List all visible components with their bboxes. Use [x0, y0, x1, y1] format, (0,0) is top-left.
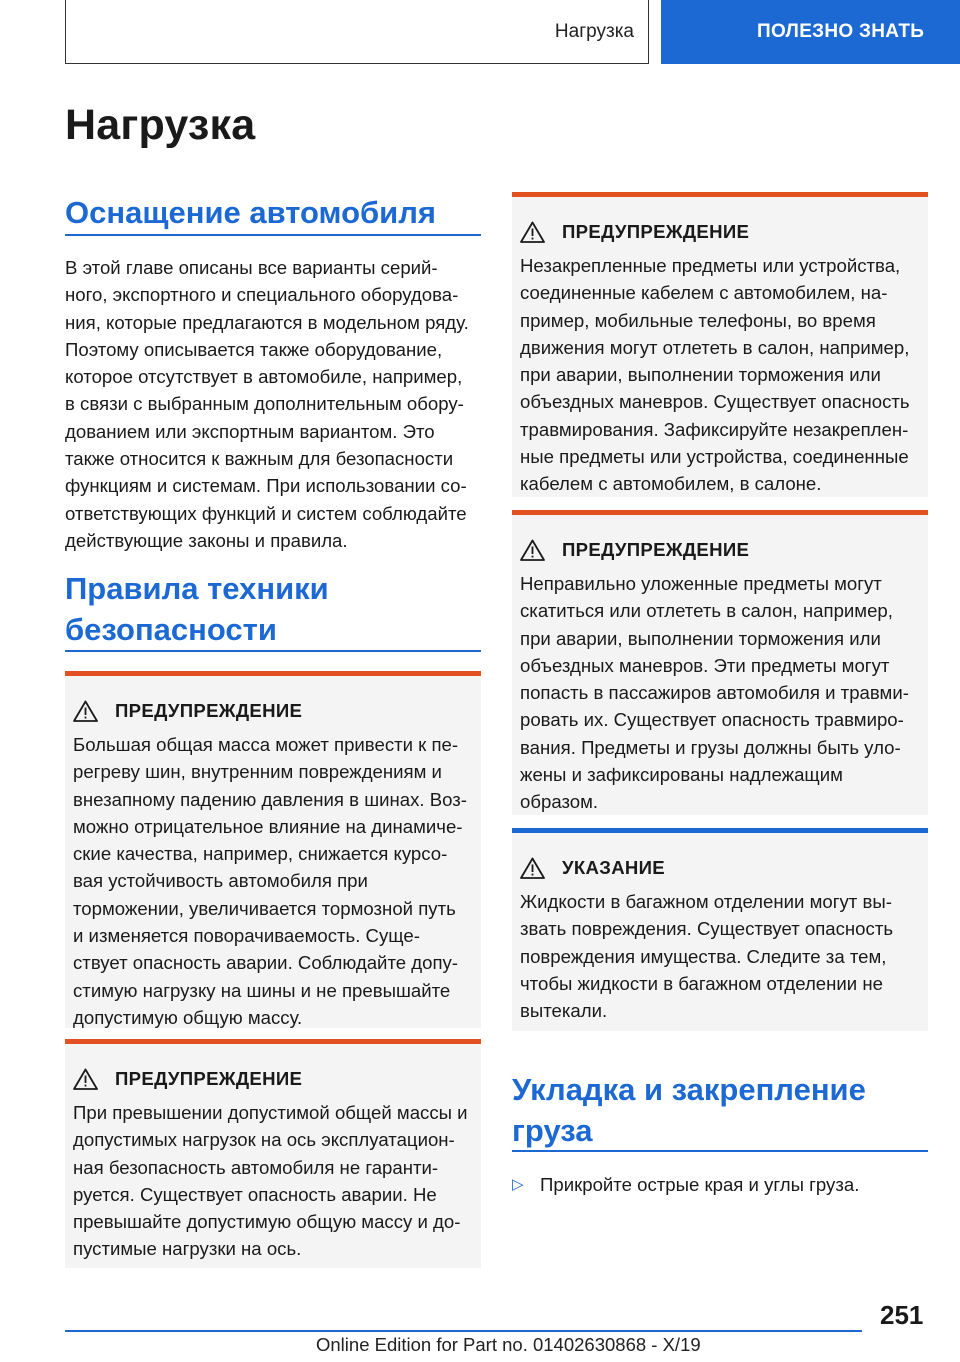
stowing-heading-rule	[512, 1150, 928, 1152]
text-line: Неправильно уложенные предметы могут	[520, 573, 882, 594]
warning-triangle-icon	[520, 539, 545, 561]
text-line: допустимых нагрузок на ось эксплуатацион-	[73, 1129, 455, 1151]
warning-label: ПРЕДУПРЕЖДЕНИЕ	[562, 539, 750, 560]
warning-label: ПРЕДУПРЕЖДЕНИЕ	[115, 700, 303, 721]
warning-box	[512, 510, 928, 815]
text-line: объездных маневров. Существует опасность	[520, 391, 910, 413]
text-line: ния, которые предлагаются в модельном ряду.	[65, 311, 469, 333]
warning-header	[73, 700, 302, 722]
warning-box	[65, 671, 481, 1028]
text-line: стимую нагрузку на шины и не превышайте	[73, 979, 451, 1001]
text-line: вая устойчивость автомобиля при	[73, 870, 368, 892]
text-line: повреждения имущества. Следите за тем,	[520, 945, 887, 967]
header-section-tab	[65, 0, 649, 64]
warning-triangle-icon	[73, 1068, 98, 1090]
text-line: звать повреждения. Существует опасность	[520, 918, 894, 940]
text-line: которое отсутствует в автомобиле, например,	[65, 366, 463, 388]
text-line: травмирования. Зафиксируйте незакреплен-	[520, 418, 909, 440]
text-line: вания. Предметы и грузы должны быть уло-	[520, 736, 901, 758]
equipment-paragraph	[65, 254, 485, 554]
text-line: в связи с выбранным дополнительным обору-	[65, 393, 464, 415]
warning-header	[520, 539, 749, 561]
text-line: дованием или экспортным вариантом. Это	[65, 420, 435, 442]
text-line: Незакрепленные предметы или устройства,	[520, 255, 901, 276]
notice-text	[520, 888, 924, 1024]
footer-edition: Online Edition for Part no. 01402630868 - X/19	[316, 1334, 701, 1355]
warning-text	[73, 731, 477, 1031]
text-line: кабелем с автомобилем, в салоне.	[520, 473, 822, 495]
text-line: скатиться или отлететь в салон, например,	[520, 600, 893, 622]
safety-heading-rule	[65, 650, 481, 652]
text-line: объездных маневров. Эти предметы могут	[520, 654, 890, 676]
text-line: можно отрицательное влияние на динамиче-	[73, 815, 463, 837]
warning-text	[520, 570, 924, 816]
text-line: ного, экспортного и специального оборудова-	[65, 284, 459, 306]
text-line: при аварии, выполнении торможения или	[520, 627, 881, 649]
warning-triangle-icon	[520, 221, 545, 243]
text-line: пример, мобильные телефоны, во время	[520, 309, 876, 331]
text-line: и изменяется поворачиваемость. Суще-	[73, 925, 420, 947]
text-line: Жидкости в багажном отделении могут вы-	[520, 891, 892, 912]
text-line: Большая общая масса может привести к пе-	[73, 734, 459, 755]
text-line: образом.	[520, 791, 599, 813]
stowing-heading	[512, 1069, 866, 1151]
header-chapter-tab	[661, 0, 960, 64]
text-line: При превышении допустимой общей массы и	[73, 1102, 468, 1123]
notice-box	[512, 828, 928, 1031]
text-line: движения могут отлететь в салон, например,	[520, 336, 910, 358]
header-section-label: Нагрузка	[554, 20, 634, 42]
page-title: Нагрузка	[65, 101, 256, 149]
text-line: ные предметы или устройства, соединенные	[520, 446, 909, 468]
instruction-text: Прикройте острые края и углы груза.	[540, 1174, 860, 1195]
text-line: жены и зафиксированы надлежащим	[520, 764, 843, 786]
text-line: ские качества, например, снижается курсо-	[73, 843, 448, 865]
text-line: действующие законы и правила.	[65, 529, 348, 551]
safety-heading-line: Правила техники	[65, 571, 329, 606]
text-line: допустимую общую массу.	[73, 1006, 303, 1028]
warning-triangle-icon	[73, 700, 98, 722]
text-line: ровать их. Существует опасность травмиро-	[520, 709, 904, 731]
bullet-triangle-icon: ▷	[512, 1176, 524, 1193]
warning-header	[520, 221, 749, 243]
text-line: регреву шин, внутренним повреждениям и	[73, 761, 442, 783]
text-line: ответствующих функций и систем соблюдайте	[65, 502, 467, 524]
stowing-heading-line: Укладка и закрепление	[512, 1072, 866, 1107]
instruction-item	[512, 1171, 859, 1198]
warning-triangle-icon	[520, 857, 545, 879]
notice-header	[520, 857, 665, 879]
warning-box	[512, 192, 928, 497]
text-line: Поэтому описывается также оборудование,	[65, 338, 443, 360]
text-line: функциям и системам. При использовании со-	[65, 475, 467, 497]
text-line: пустимые нагрузки на ось.	[73, 1238, 302, 1260]
text-line: руется. Существует опасность аварии. Не	[73, 1183, 437, 1205]
warning-header	[73, 1068, 302, 1090]
text-line: также относится к важным для безопасности	[65, 448, 454, 470]
warning-text	[73, 1099, 477, 1263]
text-line: внезапному падению давления в шинах. Воз-	[73, 788, 468, 810]
warning-text	[520, 252, 924, 498]
equipment-heading-rule	[65, 234, 481, 236]
notice-label: УКАЗАНИЕ	[562, 857, 666, 878]
text-line: при аварии, выполнении торможения или	[520, 364, 881, 386]
text-line: ствует опасность аварии. Соблюдайте допу-	[73, 952, 459, 974]
page-number: 251	[880, 1300, 924, 1330]
text-line: ная безопасность автомобиля не гаранти-	[73, 1156, 439, 1178]
text-line: чтобы жидкости в багажном отделении не	[520, 972, 883, 994]
footer-rule	[65, 1330, 862, 1332]
text-line: превышайте допустимую общую массу и до-	[73, 1211, 461, 1233]
safety-heading	[65, 568, 329, 650]
warning-label: ПРЕДУПРЕЖДЕНИЕ	[115, 1068, 303, 1089]
warning-label: ПРЕДУПРЕЖДЕНИЕ	[562, 221, 750, 242]
warning-box	[65, 1039, 481, 1268]
text-line: вытекали.	[520, 1000, 608, 1022]
text-line: попасть в пассажиров автомобиля и травми-	[520, 682, 909, 704]
equipment-heading: Оснащение автомобиля	[65, 195, 436, 230]
text-line: В этой главе описаны все варианты серий-	[65, 257, 438, 278]
text-line: соединенные кабелем с автомобилем, на-	[520, 282, 888, 304]
stowing-heading-line: груза	[512, 1113, 593, 1148]
header-chapter-label: ПОЛЕЗНО ЗНАТЬ	[757, 21, 925, 42]
safety-heading-line: безопасности	[65, 612, 277, 647]
text-line: торможении, увеличивается тормозной путь	[73, 897, 456, 919]
